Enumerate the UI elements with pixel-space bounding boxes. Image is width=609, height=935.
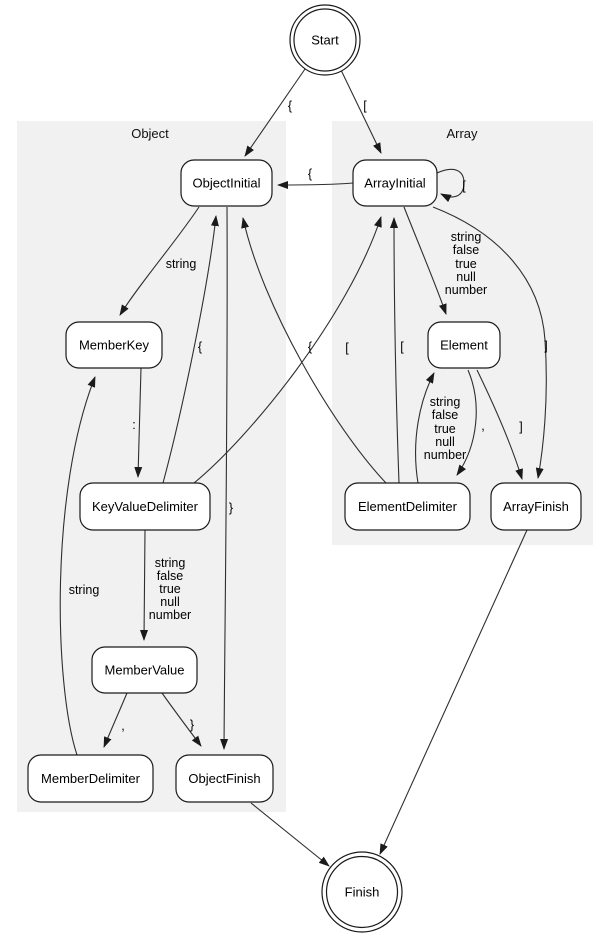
- token-line: string: [429, 395, 461, 409]
- cluster-object-label: Object: [131, 126, 169, 141]
- token-line: false: [452, 243, 480, 257]
- edge-label-objectinitial-objectfinish: }: [228, 501, 234, 515]
- edge-label-element-elementdelimiter: ,: [481, 419, 485, 433]
- arrayfinish-label: ArrayFinish: [503, 499, 569, 514]
- token-line: number: [444, 283, 488, 297]
- edge-label-start-objectinitial: {: [287, 99, 293, 113]
- cluster-object: [17, 121, 286, 812]
- edge-label-memberdelimiter-memberkey: string: [68, 583, 100, 597]
- finish-label: Finish: [344, 884, 380, 900]
- node-keyvaluedelimiter: [80, 483, 210, 530]
- edge-arrayfinish-finish: [380, 530, 527, 854]
- token-line: true: [434, 422, 456, 436]
- node-element: [428, 322, 500, 368]
- edge-label-membervalue-memberdelimiter: ,: [121, 719, 125, 733]
- token-line: string: [450, 230, 482, 244]
- node-objectinitial: [181, 160, 272, 206]
- edge-label-element-arrayfinish: ]: [519, 420, 523, 434]
- start-label: Start: [311, 32, 339, 48]
- element-label: Element: [440, 337, 488, 353]
- memberdelimiter-label: MemberDelimiter: [41, 771, 140, 786]
- objectinitial-label: ObjectInitial: [192, 175, 261, 191]
- memberkey-label: MemberKey: [78, 337, 150, 353]
- node-elementdelimiter: [345, 483, 470, 530]
- edge-label-keyvaluedelimiter-objectinitial: {: [197, 340, 203, 354]
- edge-label-keyvaluedelimiter-arrayinitial: [: [345, 341, 349, 355]
- token-line: false: [431, 408, 459, 422]
- node-finish: [322, 852, 402, 932]
- elementdelimiter-label: ElementDelimiter: [358, 499, 457, 514]
- edge-label-objectinitial-memberkey: string: [165, 257, 197, 271]
- edge-objectfinish-finish: [251, 803, 329, 866]
- node-memberdelimiter: [28, 755, 153, 802]
- edge-label-elementdelimiter-arrayinitial: [: [400, 340, 404, 354]
- node-memberkey: [66, 322, 162, 368]
- token-line: null: [160, 595, 180, 609]
- token-line: null: [456, 270, 476, 284]
- edge-label-elementdelimiter-objectinitial: {: [307, 340, 313, 354]
- node-membervalue: [92, 647, 197, 693]
- token-line: null: [435, 435, 455, 449]
- edge-label-membervalue-objectfinish: }: [189, 718, 195, 732]
- cluster-array-label: Array: [446, 126, 478, 141]
- edge-label-start-arrayinitial: [: [363, 99, 367, 113]
- node-start: [290, 5, 360, 75]
- membervalue-label: MemberValue: [104, 662, 185, 678]
- node-arrayinitial: [353, 160, 437, 206]
- cluster-object-background: [17, 121, 286, 812]
- token-line: true: [455, 257, 477, 271]
- edge-label-arrayinitial-objectinitial: {: [307, 167, 313, 181]
- token-line: string: [154, 556, 186, 570]
- node-objectfinish: [176, 755, 273, 802]
- arrayinitial-label: ArrayInitial: [364, 175, 426, 191]
- token-line: true: [159, 582, 181, 596]
- token-line: number: [423, 448, 467, 462]
- token-line: false: [156, 569, 184, 583]
- objectfinish-label: ObjectFinish: [188, 771, 261, 786]
- keyvaluedelimiter-label: KeyValueDelimiter: [92, 499, 198, 514]
- edge-label-memberkey-keyvaluedelimiter: :: [132, 418, 136, 432]
- node-arrayfinish: [491, 483, 581, 530]
- edge-label-arrayinitial-arrayfinish: ]: [544, 339, 548, 353]
- token-line: number: [148, 608, 192, 622]
- edge-label-arrayinitial-selfloop: [: [462, 179, 466, 193]
